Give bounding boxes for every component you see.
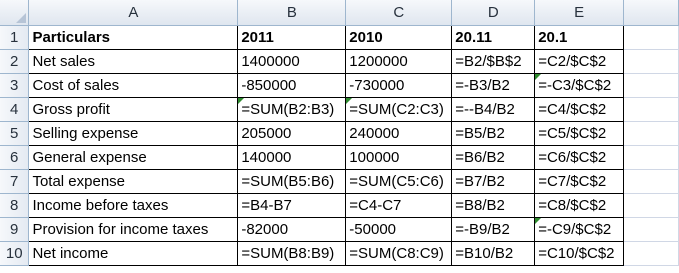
cell-a7[interactable]: Total expense	[29, 170, 238, 194]
cell-f4[interactable]	[624, 98, 679, 122]
column-header-c[interactable]: C	[346, 0, 452, 26]
cell-f5[interactable]	[624, 122, 679, 146]
cell-b8[interactable]: =B4-B7	[238, 194, 346, 218]
cell-c10[interactable]: =SUM(C8:C9)	[346, 242, 452, 266]
row-header[interactable]: 4	[0, 98, 29, 122]
cell-d7[interactable]: =B7/B2	[452, 170, 535, 194]
cell-c2[interactable]: 1200000	[346, 50, 452, 74]
cell-a10[interactable]: Net income	[29, 242, 238, 266]
table-row	[0, 218, 679, 242]
cell-d10[interactable]: =B10/B2	[452, 242, 535, 266]
cell-d2[interactable]: =B2/$B$2	[452, 50, 535, 74]
cell-d4[interactable]: =--B4/B2	[452, 98, 535, 122]
row-header[interactable]: 9	[0, 218, 29, 242]
cell-f1[interactable]	[624, 26, 679, 50]
cell-a4[interactable]: Gross profit	[29, 98, 238, 122]
cell-a6[interactable]: General expense	[29, 146, 238, 170]
cell-f9[interactable]	[624, 218, 679, 242]
table-row	[0, 146, 679, 170]
table-row	[0, 194, 679, 218]
cell-f10[interactable]	[624, 242, 679, 266]
select-all-triangle-icon	[16, 13, 26, 23]
cell-b3[interactable]: -850000	[238, 74, 346, 98]
cell-b9[interactable]: -82000	[238, 218, 346, 242]
cell-e9[interactable]: =-C9/$C$2	[535, 218, 624, 242]
cell-e1[interactable]: 20.1	[535, 26, 624, 50]
column-header-blank[interactable]	[624, 0, 679, 26]
cell-a9[interactable]: Provision for income taxes	[29, 218, 238, 242]
cell-b5[interactable]: 205000	[238, 122, 346, 146]
row-header[interactable]: 1	[0, 26, 29, 50]
cell-c1[interactable]: 2010	[346, 26, 452, 50]
cell-d8[interactable]: =B8/B2	[452, 194, 535, 218]
cell-b4[interactable]: =SUM(B2:B3)	[238, 98, 346, 122]
cell-a1[interactable]: Particulars	[29, 26, 238, 50]
cell-c5[interactable]: 240000	[346, 122, 452, 146]
cell-f8[interactable]	[624, 194, 679, 218]
row-header[interactable]: 3	[0, 74, 29, 98]
cell-e8[interactable]: =C8/$C$2	[535, 194, 624, 218]
cell-e7[interactable]: =C7/$C$2	[535, 170, 624, 194]
row-header[interactable]: 8	[0, 194, 29, 218]
cell-b1[interactable]: 2011	[238, 26, 346, 50]
cell-b6[interactable]: 140000	[238, 146, 346, 170]
table-row	[0, 74, 679, 98]
cell-a3[interactable]: Cost of sales	[29, 74, 238, 98]
column-header-b[interactable]: B	[238, 0, 346, 26]
cell-f3[interactable]	[624, 74, 679, 98]
cell-f2[interactable]	[624, 50, 679, 74]
cell-d9[interactable]: =-B9/B2	[452, 218, 535, 242]
column-header-row	[0, 0, 679, 26]
row-header[interactable]: 6	[0, 146, 29, 170]
table-row	[0, 98, 679, 122]
column-header-a[interactable]: A	[29, 0, 238, 26]
cell-b2[interactable]: 1400000	[238, 50, 346, 74]
column-header-d[interactable]: D	[452, 0, 535, 26]
table-row	[0, 26, 679, 50]
cell-d6[interactable]: =B6/B2	[452, 146, 535, 170]
row-header[interactable]: 2	[0, 50, 29, 74]
table-row	[0, 242, 679, 266]
cell-c3[interactable]: -730000	[346, 74, 452, 98]
select-all-corner[interactable]	[0, 0, 29, 26]
cell-a5[interactable]: Selling expense	[29, 122, 238, 146]
cell-c8[interactable]: =C4-C7	[346, 194, 452, 218]
cell-c7[interactable]: =SUM(C5:C6)	[346, 170, 452, 194]
cell-b10[interactable]: =SUM(B8:B9)	[238, 242, 346, 266]
cell-f7[interactable]	[624, 170, 679, 194]
cell-e4[interactable]: =C4/$C$2	[535, 98, 624, 122]
cell-e5[interactable]: =C5/$C$2	[535, 122, 624, 146]
cell-d1[interactable]: 20.11	[452, 26, 535, 50]
cell-c4[interactable]: =SUM(C2:C3)	[346, 98, 452, 122]
cell-c9[interactable]: -50000	[346, 218, 452, 242]
table-row	[0, 50, 679, 74]
row-header[interactable]: 10	[0, 242, 29, 266]
table-row	[0, 170, 679, 194]
cell-c6[interactable]: 100000	[346, 146, 452, 170]
table-row	[0, 122, 679, 146]
cell-e6[interactable]: =C6/$C$2	[535, 146, 624, 170]
row-header[interactable]: 7	[0, 170, 29, 194]
cell-d5[interactable]: =B5/B2	[452, 122, 535, 146]
cell-b7[interactable]: =SUM(B5:B6)	[238, 170, 346, 194]
cell-f6[interactable]	[624, 146, 679, 170]
cell-a2[interactable]: Net sales	[29, 50, 238, 74]
row-header[interactable]: 5	[0, 122, 29, 146]
cell-e3[interactable]: =-C3/$C$2	[535, 74, 624, 98]
cell-d3[interactable]: =-B3/B2	[452, 74, 535, 98]
column-header-e[interactable]: E	[535, 0, 624, 26]
cell-a8[interactable]: Income before taxes	[29, 194, 238, 218]
cell-e2[interactable]: =C2/$C$2	[535, 50, 624, 74]
cell-e10[interactable]: =C10/$C$2	[535, 242, 624, 266]
